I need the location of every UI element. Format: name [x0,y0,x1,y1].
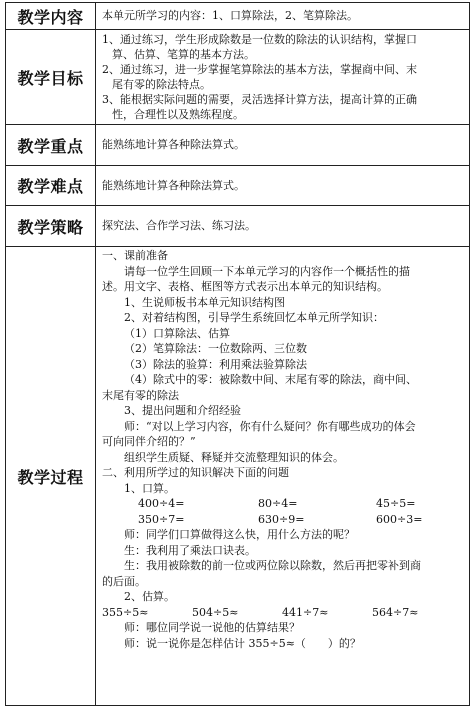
process-line: 师：说一说你是怎样估计 355÷5≈（ ）的？ [124,636,361,650]
process-line: 2、对着结构图，引导学生系统回忆本单元所学知识： [124,311,384,324]
row-teaching-objectives [6,30,470,125]
process-line: 生：我用被除数的前一位或两位除以除数，然后再把零补到商 [124,559,421,572]
objective-line: 性，合理性以及熟练程度。 [112,108,244,121]
process-line: 一、课前准备 [102,249,168,262]
oral-calc-item: 600÷3= [376,512,423,526]
teaching-content-text: 本单元所学习的内容：1、口算除法，2、笔算除法。 [102,9,358,23]
row-label: 教学难点 [17,177,84,196]
process-line: 末尾有零的除法 [102,388,179,402]
content-cell [96,206,470,247]
row-label: 教学策略 [17,217,84,237]
process-line: 可向同伴介绍的？” [102,435,196,448]
oral-calc-item: 80÷4= [258,497,298,510]
content-cell [96,30,470,125]
objective-line: 1、通过练习，学生形成除数是一位数的除法的认识结构，掌握口 [102,33,417,46]
process-line: （4）除式中的零：被除数中间、末尾有零的除法，商中间、 [124,373,417,386]
lesson-plan-table [5,2,470,706]
row-key-points [6,125,470,166]
label-cell [6,3,96,30]
process-line: （3）除法的验算：利用乘法验算除法 [124,357,307,371]
process-line: 请每一位学生回顾一下本单元学习的内容作一个概括性的描 [124,264,410,278]
process-line: 的后面。 [102,574,146,588]
label-cell [6,166,96,206]
oral-calc-item: 400÷4= [138,497,185,510]
process-line: 师：哪位同学说一说他的估算结果？ [124,621,300,634]
process-line: 二、利用所学过的知识解决下面的问题 [102,466,289,479]
oral-calc-item: 630÷9= [258,512,305,526]
objective-line: 尾有零的除法特点。 [112,78,211,91]
process-line: 1、生说师板书本单元知识结构图 [124,295,285,309]
oral-calc-item: 350÷7= [138,512,185,526]
oral-calc-item: 45÷5= [376,497,416,510]
row-teaching-process [6,247,470,706]
content-cell [96,3,470,30]
process-line: 师：“对以上学习内容，你有什么疑问？你有哪些成功的体会 [124,419,416,433]
objective-line: 算、估算、笔算的基本方法。 [112,48,255,61]
estimate-row [102,605,465,621]
row-label: 教学内容 [17,7,84,27]
process-line: 述。用文字、表格、框图等方式表示出本单元的知识结构。 [102,280,388,293]
row-label: 教学重点 [17,136,84,156]
estimate-item: 504÷5≈ [192,605,239,619]
difficult-points-text: 能熟练地计算各种除法算式。 [102,178,245,192]
estimate-item: 355÷5≈ [102,605,149,619]
row-label: 教学目标 [17,68,84,88]
oral-calc-row [102,512,465,528]
process-line: 生：我利用了乘法口诀表。 [124,543,256,557]
estimate-item: 564÷7≈ [372,605,419,619]
key-points-text: 能熟练地计算各种除法算式。 [102,138,245,152]
process-line: 师：同学们口算做得这么快，用什么方法的呢？ [124,528,355,541]
row-teaching-strategy [6,206,470,247]
process-line: 2、估算。 [124,590,175,603]
process-line: 组织学生质疑、释疑并交流整理知识的体会。 [124,450,344,464]
estimate-item: 441÷7≈ [282,605,329,619]
row-teaching-content [6,3,470,30]
row-label: 教学过程 [17,467,84,487]
strategy-text: 探究法、合作学习法、练习法。 [102,219,256,233]
label-cell [6,206,96,247]
content-cell [96,125,470,166]
content-cell [96,247,470,706]
objective-line: 2、通过练习，进一步掌握笔算除法的基本方法，掌握商中间、末 [102,63,417,76]
content-cell [96,166,470,206]
process-line: 3、提出问题和介绍经验 [124,404,241,417]
oral-calc-row [102,496,465,512]
process-line: （2）笔算除法：一位数除两、三位数 [124,342,307,355]
process-line: （1）口算除法、估算 [124,326,230,340]
process-line: 1、口算。 [124,481,175,495]
label-cell [6,125,96,166]
label-cell [6,247,96,706]
label-cell [6,30,96,125]
row-difficult-points [6,166,470,206]
objective-line: 3、能根据实际问题的需要，灵活选择计算方法，提高计算的正确 [102,93,417,106]
